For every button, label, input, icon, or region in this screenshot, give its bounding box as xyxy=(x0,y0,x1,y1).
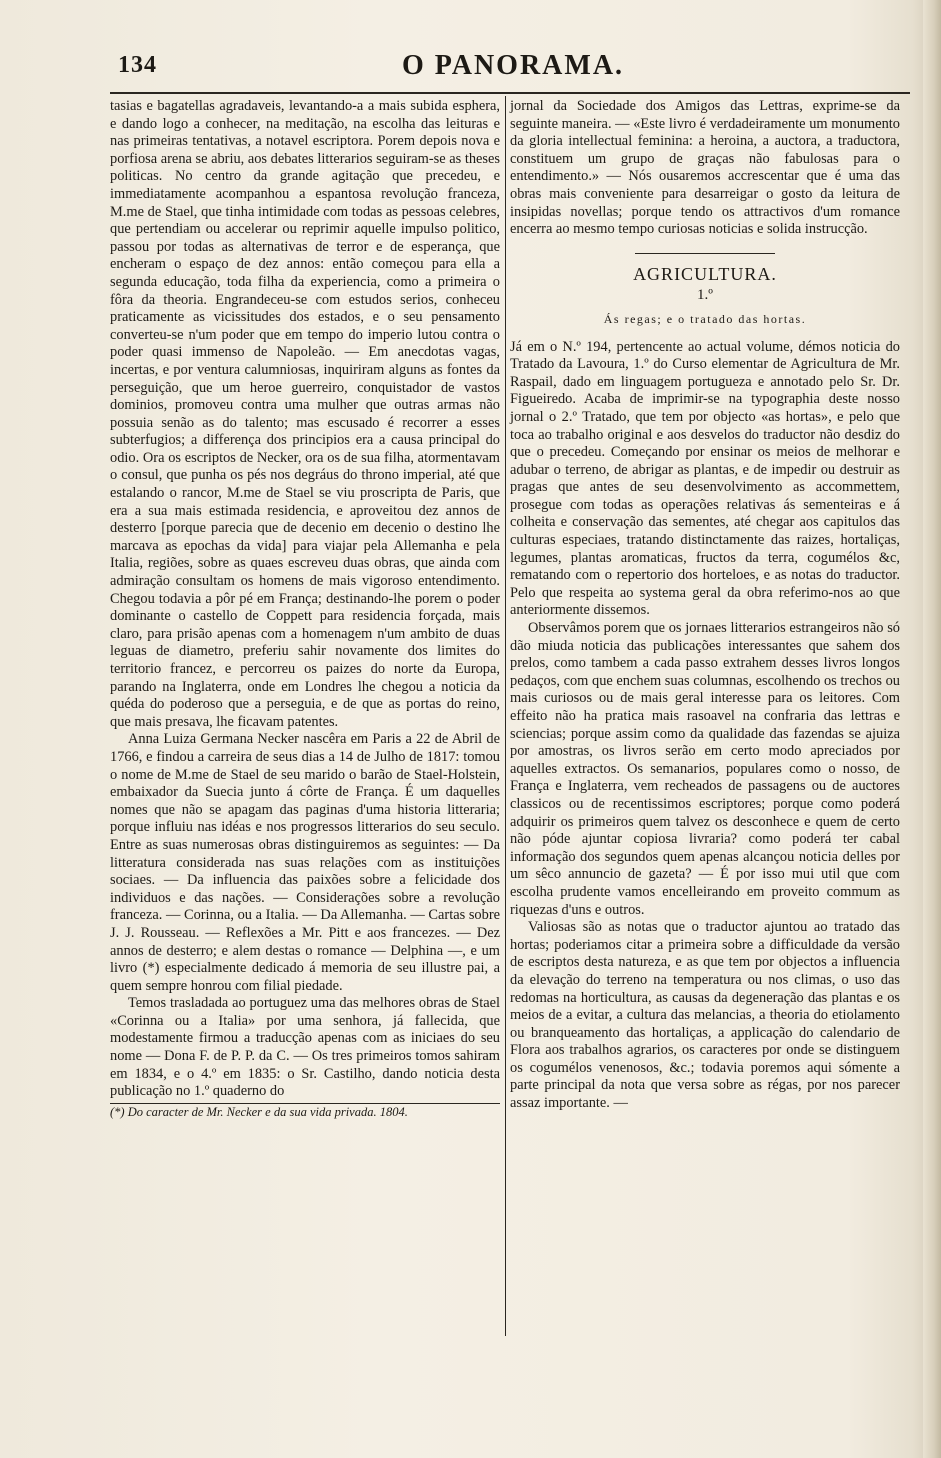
page-header xyxy=(118,48,908,84)
right-paragraph-2: Já em o N.º 194, pertencente ao actual volume, démos noticia do Tratado da Lavoura, 1.º do Curso elementar de Agricultura de Mr. Raspail, dado em linguagem portugueza e annotado pelo Sr. Dr. Figueiredo. Acaba de imprimir-se na typographia deste nosso jornal o 2.º Tratado, que tem por objecto «as hortas», e pelo que toca ao trabalho original e aos desvelos do traductor não desdiz do que o precedeu. Começando por ensinar os meios de melhorar e adubar o terreno, de abrigar as plantas, e de impedir ou destruir as pragas que antes de seu desenvolvimento as accommettem, prosegue com todas as operações relativas ás sementeiras e á colheita e conservação das sementes, até chegar aos capitulos das culturas especiaes, tratando distinctamente das raizes, hortaliças, legumes, plantas aromaticas, fructos da terra, cogumélos &c, rematando com o repertorio dos horteloes, e as notas do traductor. Pelo que respeita ao systema geral da obra referimo-nos ao que anteriormente dissemos. xyxy=(510,338,900,619)
left-paragraph-3: Temos trasladada ao portuguez uma das melhores obras de Stael «Corinna ou a Italia» por uma senhora, já fallecida, que modestamente firmou a traducção apenas com as iniciaes do seu nome — Dona F. de P. P. da C. — Os tres primeiros tomos sahiram em 1834, e o 4.º em 1835: o Sr. Castilho, dando noticia desta publicação no 1.º quaderno do xyxy=(110,995,500,1100)
column-divider xyxy=(505,96,506,1336)
left-paragraph-1: tasias e bagatellas agradaveis, levantando-a a mais subida esphera, e dando logo a conhecer, na meditação, na escolha das leituras e nas primeiras tentativas, a notavel escriptora. Porem depois nova e porfiosa arena se abriu, aos debates litterarios seguiram-se as theses politicas. No centro da grande agitação que precedeu, e immediatamente acompanhou a espantosa revolução franceza, M.me de Stael, que tinha intimidade com todas as pessoas celebres, que pertendiam ou accelerar ou reprimir aquelle impulso politico, passou por todas as alternativas de terror e de esperança, que encheram o espaço de dez annos: então começou para ella a segunda educação, toda filha da experiencia, como a primeira o fôra da theoria. Engrandeceu-se com estudos serios, conheceu praticamente as vicissitudes dos estados, e o seu pensamento converteu-se n'um poder que em tempo do imperio lutou contra o poder quasi immenso de Napoleão. — Em anecdotas vagas, incertas, e por ventura calumniosas, inquiriram alguns as fontes da perseguição, que um heroe guerreiro, conquistador de vastos dominios, promoveu contra uma mulher que outras armas não possuia senão as do talento; mas escusado é recorrer a esses subterfugios; a differença dos principios era a causa principal do odio. Ora os escriptos de Necker, ora os de sua filha, atormentavam o consul, que punha os pés nos degráus do throno imperial, até que estalando o rancor, M.me de Stael se viu proscripta de Paris, que era a sua mais estimada residencia, e aproveitou dez annos de desterro [porque parecia que de decenio em decenio o destino lhe marcava as epochas da vida] para viajar pela Allemanha e pela Italia, regiões, sobre as quaes escreveu duas obras, que ainda com admiração consultam os homens de mais vigoroso entendimento. Chegou todavia a pôr pé em França; destinando-lhe porem o poder dominante o castello de Coppett para residencia forçada, mais claro, para prisão apenas com a homenagem n'um ambito de duas leguas de diametro, preferiu sahir novamente dos limites do territorio francez, e percorreu os paizes do norte da Europa, parando na Inglaterra, onde em Londres lhe chegou a noticia da quéda do poderoso que a perseguia, e de que as portas do reino, que mais presava, lhe ficavam patentes. xyxy=(110,98,501,730)
section-number: 1.º xyxy=(697,287,713,304)
section-rule xyxy=(635,253,775,254)
page-edge-shadow xyxy=(923,0,941,1458)
left-column xyxy=(110,98,500,1328)
header-rule xyxy=(110,92,910,94)
right-paragraph-4: Valiosas são as notas que o traductor ajuntou ao tratado das hortas; poderiamos citar a primeira sobre a difficuldade da versão de escriptos desta natureza, e as que tem por objectos a influencia da elevação do terreno na temperatura ou nos climas, o uso das redomas na horticultura, as causas da degeneração das plantas e os meios de a evitar, a cultura das melancias, a theoria do etiolamento ou branqueamento das hortaliças, a applicação do calendario de Flora aos trabalhos agrarios, os caracteres por onde se distinguem os cogumélos venenosos, &c.; todavia poremos aqui sómente a parte principal da nota que versa sobre as régas, por nos parecer assaz importante. — xyxy=(510,919,900,1112)
section-subtitle: Ás regas; e o tratado das hortas. xyxy=(603,311,807,326)
right-paragraph-3: Observâmos porem que os jornaes litterarios estrangeiros não só dão miuda noticia das publicações interessantes que sahem dos prelos, como tambem a cada passo extrahem desses livros longos pedaços, com que enchem suas columnas, escolhendo os trechos ou mais curiosos ou de mais geral interesse para os leitores. Com effeito não ha pratica mais rasoavel na confraria das lettras e sciencias; porque assim como da qualidade das fazendas se ajuiza por amostras, os livros serão em certo modo apreciados por aquelles extractos. Os semanarios, populares como o nosso, de França e Inglaterra, vem recheados de passagens ou de auctores classicos ou de recentissimos escriptores; porque como poderá adquirir os primeiros quem talvez os desconhece e quem de certo não póde ajuntar copiosa livraria? como poderá ter cabal informação dos segundos quem apenas alcançou noticia delles por um sêco annuncio de gazeta? — É por isso mui util que com escolha prudente vamos encelleirando em proveito commum as riquezas d'uns e outros. xyxy=(510,620,900,918)
left-paragraph-2: Anna Luiza Germana Necker nascêra em Paris a 22 de Abril de 1766, e findou a carreira de seus dias a 14 de Julho de 1817: tomou o nome de M.me de Stael de seu marido o barão de Stael-Holstein, embaixador da Suecia junto á côrte de França. É um daquelles nomes que não se apagam das paginas d'uma historia litteraria; porque influiu nas idéas e nos progressos litterarios do seu seculo. Entre as suas numerosas obras distinguiremos as seguintes: — Da litteratura considerada nas suas relações com as instituições sociaes. — Da influencia das paixões sobre a felicidade dos individuos e das nações. — Considerações sobre a revolução franceza. — Corinna, ou a Italia. — Da Allemanha. — Cartas sobre J. J. Rousseau. — Reflexões a Mr. Pitt e aos francezes. — Dez annos de desterro; e alem destas o romance — Delphina —, e um livro (*) especialmente dedicado á memoria de seu illustre pai, a quem sempre honrou com filial piedade. xyxy=(110,731,500,994)
page-number: 134 xyxy=(118,52,157,78)
right-paragraph-1: jornal da Sociedade dos Amigos das Lettras, exprime-se da seguinte maneira. — «Este livro é verdadeiramente um monumento da gloria intellectual feminina: a heroina, a auctora, a traductora, constituem um grupo de graças não fabulosas para o entendimento.» — Nós ousaremos accrescentar que é uma das obras mais conveniente para desarreigar o gosto da leitura de insipidas novellas; porque tendo os attractivos d'um romance encerra ao mesmo tempo curiosas noticias e solida instrucção. xyxy=(510,98,900,238)
footnote: (*) Do caracter de Mr. Necker e da sua vida privada. 1804. xyxy=(110,1104,408,1119)
running-title: O PANORAMA. xyxy=(401,50,625,81)
right-column xyxy=(510,98,900,1348)
section-heading: AGRICULTURA. xyxy=(633,263,777,284)
